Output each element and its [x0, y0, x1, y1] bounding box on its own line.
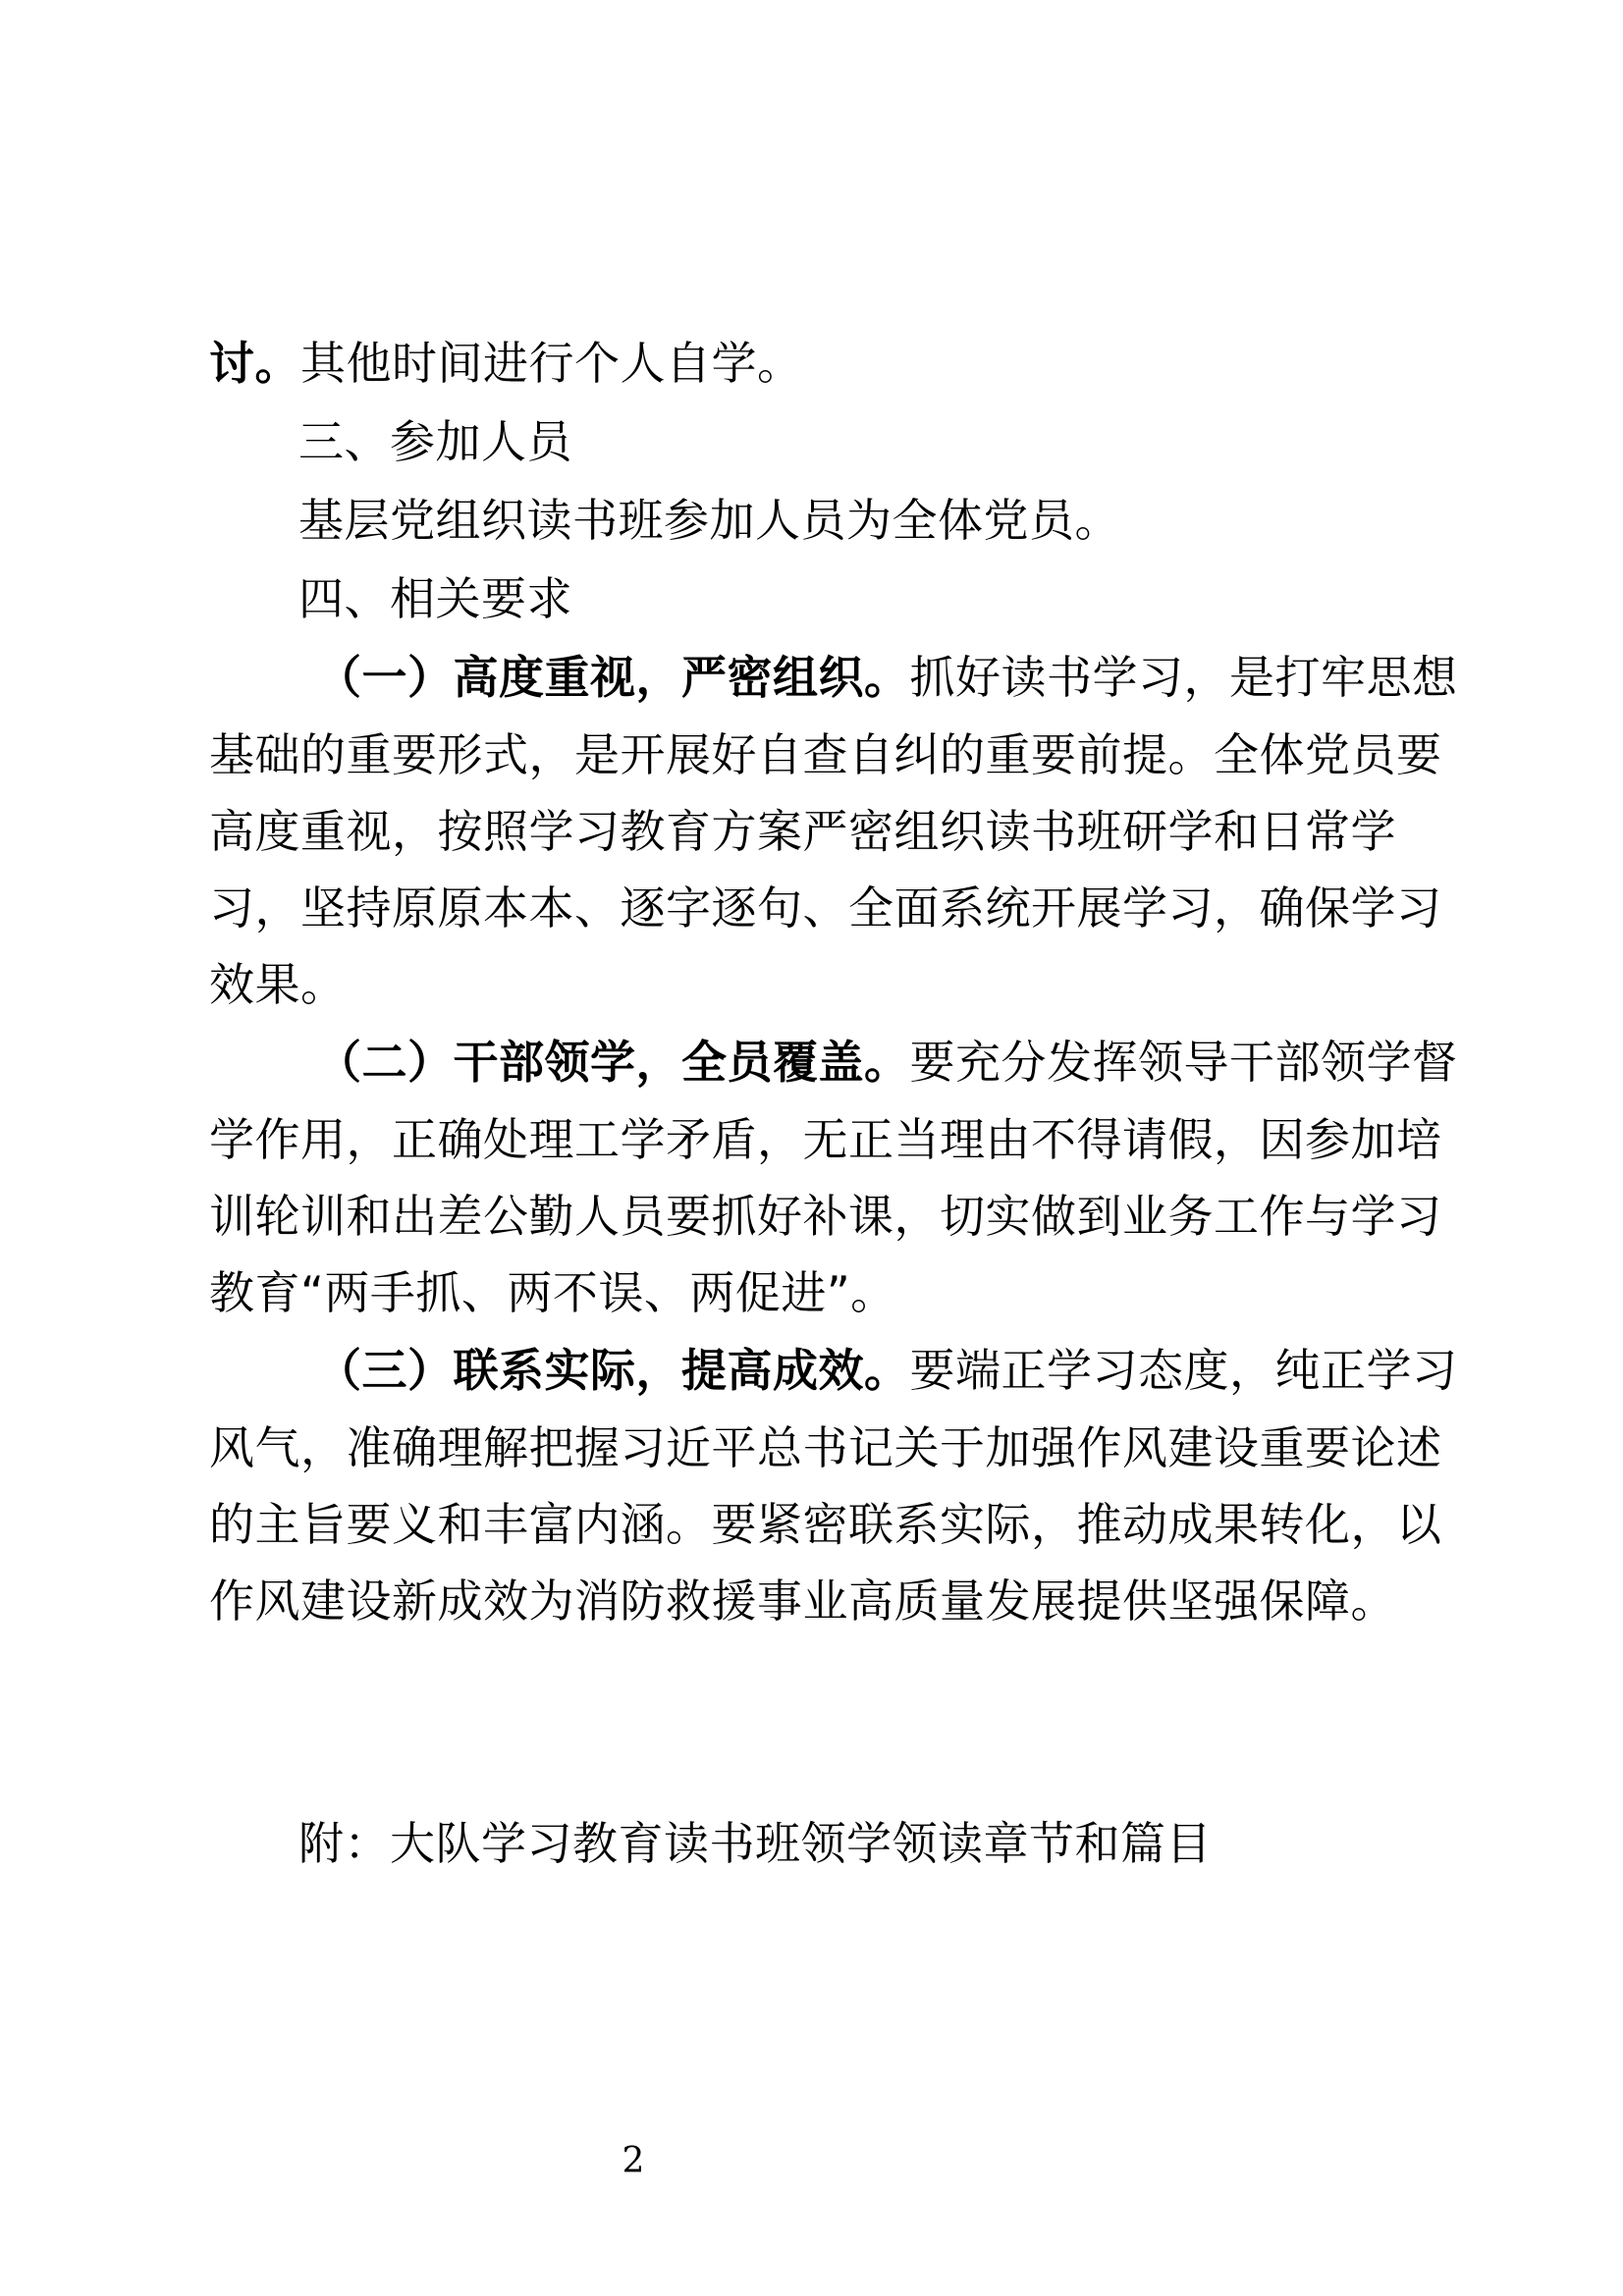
requirement-item-1-line [316, 650, 1458, 705]
attachment-note: 附：大队学习教育读书班领学领读章节和篇目 [298, 1817, 1212, 1870]
requirement-item-1-line: 基础的重要形式，是开展好自查自纠的重要前提。全体党员要 [209, 728, 1442, 781]
page-number: 2 [622, 2141, 645, 2181]
requirement-item-3-heading: （三）联系实际，提高成效。 [316, 1344, 910, 1397]
requirement-item-1-line: 效果。 [209, 958, 347, 1011]
section-body-participants: 基层党组织读书班参加人员为全体党员。 [298, 494, 1120, 547]
body-text: 要端正学习态度，纯正学习 [909, 1344, 1458, 1397]
requirement-item-2-line: 训轮训和出差公勤人员要抓好补课，切实做到业务工作与学习 [209, 1190, 1442, 1243]
section-heading-requirements: 四、相关要求 [298, 572, 572, 625]
requirement-item-1-heading: （一）高度重视，严密组织。 [316, 651, 910, 704]
requirement-item-3-line: 风气，准确理解把握习近平总书记关于加强作风建设重要论述 [209, 1421, 1442, 1474]
body-text: 要充分发挥领导干部领学督 [909, 1036, 1458, 1089]
body-text: 抓好读书学习，是打牢思想 [909, 651, 1458, 704]
requirement-item-2-line: 学作用，正确处理工学矛盾，无正当理由不得请假，因参加培 [209, 1113, 1442, 1166]
requirement-item-3-line [316, 1343, 1458, 1398]
requirement-item-1-line: 高度重视，按照学习教育方案严密组织读书班研学和日常学 [209, 805, 1396, 858]
section-heading-participants: 三、参加人员 [298, 415, 572, 468]
requirement-item-3-line: 的主旨要义和丰富内涵。要紧密联系实际，推动成果转化，以 [209, 1498, 1442, 1551]
requirement-item-2-heading: （二）干部领学，全员覆盖。 [316, 1036, 910, 1089]
requirement-item-2-line: 教育“两手抓、两不误、两促进”。 [209, 1266, 896, 1319]
body-line [209, 336, 803, 391]
bold-lead-text: 讨。 [209, 337, 300, 390]
body-text: 其他时间进行个人自学。 [300, 337, 803, 390]
requirement-item-1-line: 习，坚持原原本本、逐字逐句、全面系统开展学习，确保学习 [209, 881, 1442, 934]
requirement-item-2-line [316, 1035, 1458, 1090]
requirement-item-3-line: 作风建设新成效为消防救援事业高质量发展提供坚强保障。 [209, 1575, 1396, 1628]
